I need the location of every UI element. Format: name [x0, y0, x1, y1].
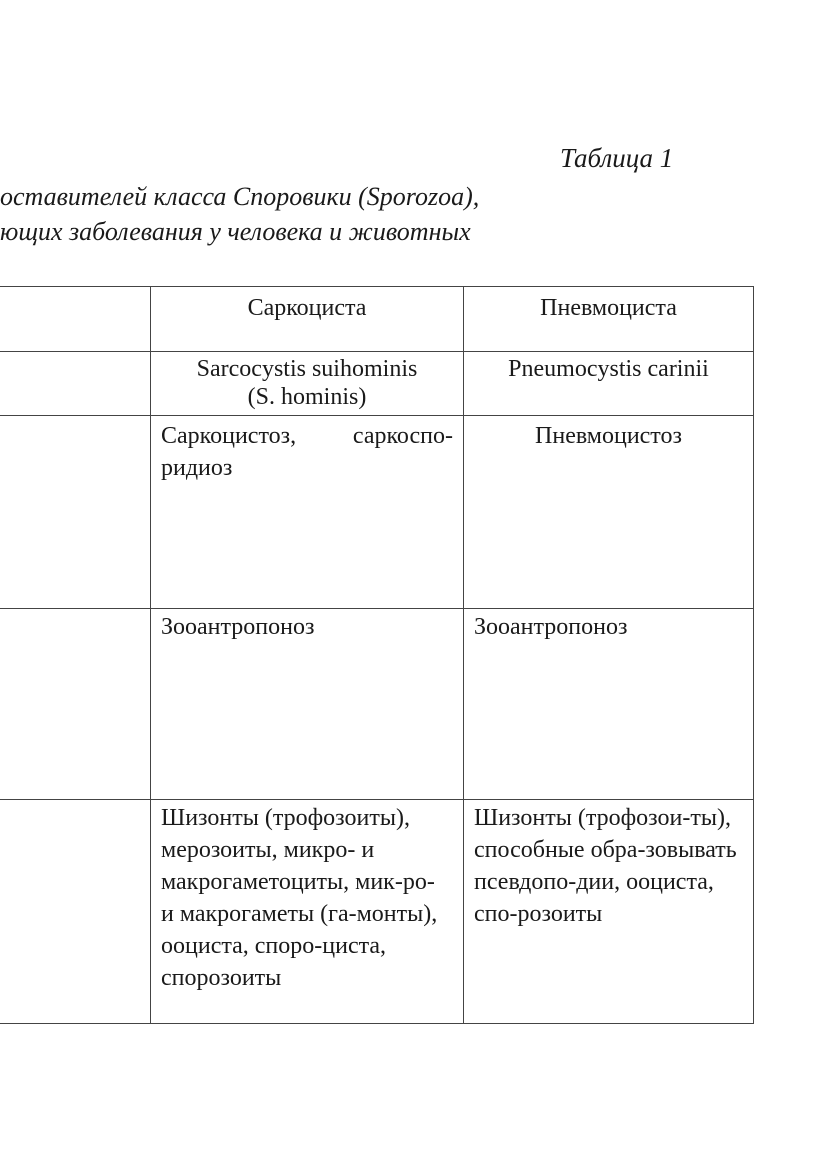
species-sarcocystis-line-2: (S. hominis) — [247, 384, 367, 410]
table-caption-line-2: ющих заболевания у человека и животных — [0, 217, 471, 246]
header-pneumocystis: Пневмоциста — [464, 287, 754, 352]
type-sarcocystis: Зооантропоноз — [151, 609, 464, 800]
table-cell-row-label — [0, 800, 151, 1024]
species-pneumocystis: Pneumocystis carinii — [464, 352, 754, 416]
species-sarcocystis-line-1: Sarcocystis suihominis — [196, 356, 418, 382]
header-sarcocystis: Саркоциста — [151, 287, 464, 352]
disease-pneumocystis: Пневмоцистоз — [464, 416, 754, 609]
type-pneumocystis: Зооантропоноз — [464, 609, 754, 800]
table-row-disease — [0, 416, 754, 609]
table-cell-row-label — [0, 352, 151, 416]
stages-pneumocystis: Шизонты (трофозои-ты), способные обра-зовывать псевдопо-дии, ооциста, спо-розоиты — [464, 800, 754, 1024]
species-sarcocystis — [151, 352, 464, 416]
table-cell-row-label — [0, 287, 151, 352]
table-caption-line-1: оставителей класса Споровики (Sporozoa), — [0, 182, 480, 211]
stages-sarcocystis: Шизонты (трофозоиты), мерозоиты, микро- и макрогаметоциты, мик-ро- и макрогаметы (га-монты), ооциста, споро-циста, спорозоиты — [151, 800, 464, 1024]
table-row-species — [0, 352, 754, 416]
table-cell-row-label — [0, 609, 151, 800]
sporozoa-table — [0, 286, 754, 1024]
table-row-stages — [0, 800, 754, 1024]
table-number-label: Таблица 1 — [560, 143, 674, 173]
table-row-header — [0, 287, 754, 352]
disease-sarcocystis: Саркоцистоз, саркоспо-ридиоз — [151, 416, 464, 609]
table-cell-row-label — [0, 416, 151, 609]
table-row-disease-type — [0, 609, 754, 800]
